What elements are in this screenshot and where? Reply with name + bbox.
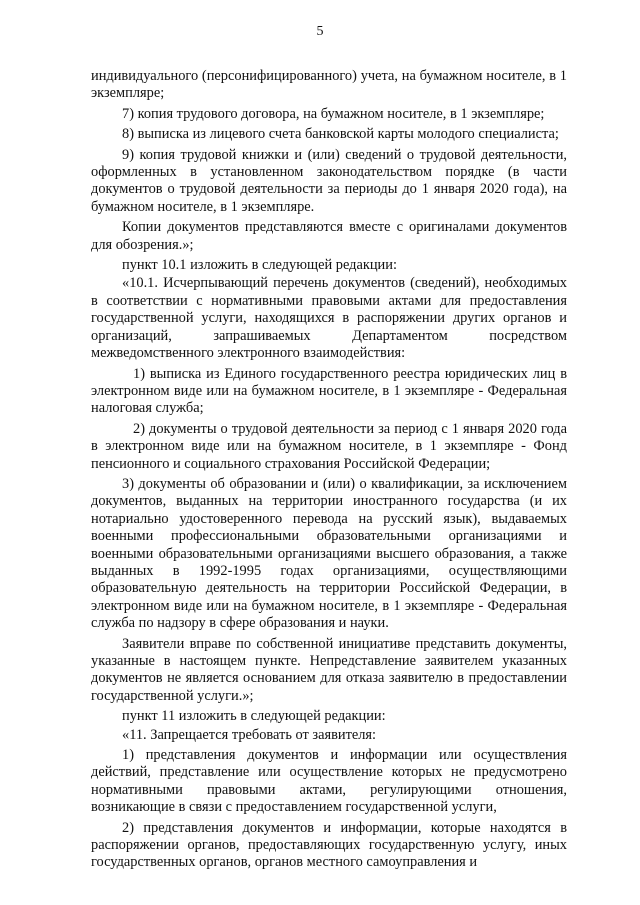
paragraph: 1) выписка из Единого государственного реестра юридических лиц в электронном виде или на бумажном носителе, в 1 экземпляре - Федеральная налоговая служба;	[91, 365, 567, 417]
paragraph: пункт 10.1 изложить в следующей редакции:	[122, 257, 397, 274]
paragraph: 7) копия трудового договора, на бумажном носителе, в 1 экземпляре;	[122, 105, 545, 122]
paragraph: 2) представления документов и информации, которые находятся в распоряжении органов, предоставляющих государственную услугу, иных государственных органов, органов местного самоуправления и	[91, 819, 567, 871]
paragraph: пункт 11 изложить в следующей редакции:	[122, 708, 386, 725]
paragraph: Заявители вправе по собственной инициативе представить документы, указанные в настоящем пункте. Непредставление заявителем указанных документов не является основанием для отказа заявителю в предоставлении государственной услуги.»;	[91, 635, 567, 704]
paragraph: Копии документов представляются вместе с оригиналами документов для обозрения.»;	[91, 219, 567, 253]
page-number: 5	[316, 24, 324, 39]
paragraph: 2) документы о трудовой деятельности за период с 1 января 2020 года в электронном виде или на бумажном носителе, в 1 экземпляре - Фонд пенсионного и социального страхования Российской Федерации;	[91, 420, 567, 472]
paragraph: «10.1. Исчерпывающий перечень документов (сведений), необходимых в соответствии с нормативными правовыми актами для предоставления государственной услуги, находящихся в распоряжении других органов и организаций, запрашиваемых Департаментом посредством межведомственного электронного взаимодействия:	[91, 275, 567, 362]
paragraph: индивидуального (персонифицированного) учета, на бумажном носителе, в 1 экземпляре;	[91, 68, 567, 102]
paragraph: 3) документы об образовании и (или) о квалификации, за исключением документов, выданных на территории иностранного государства (и их нотариально удостоверенного перевода на русский язык), выдаваемых военными профессиональными образовательными организациями и военными образовательными организациями высшего образования, а также выданных в 1992-1995 годах организациями, осуществляющими образовательную деятельность на территории Российской Федерации, в электронном виде или на бумажном носителе, в 1 экземпляре - Федеральная служба по надзору в сфере образования и науки.	[91, 475, 567, 632]
paragraph: 1) представления документов и информации или осуществления действий, представление или осуществление которых не предусмотрено нормативными правовыми актами, регулирующими отношения, возникающие в связи с предоставлением государственной услуги,	[91, 747, 567, 816]
paragraph: 8) выписка из лицевого счета банковской карты молодого специалиста;	[122, 126, 559, 143]
document-body	[91, 48, 567, 872]
paragraph: 9) копия трудовой книжки и (или) сведений о трудовой деятельности, оформленных в установленном законодательством порядке (в части документов о трудовой деятельности за периоды до 1 января 2020 года), на бумажном носителе, в 1 экземпляре.	[91, 146, 567, 215]
paragraph: «11. Запрещается требовать от заявителя:	[122, 726, 377, 743]
